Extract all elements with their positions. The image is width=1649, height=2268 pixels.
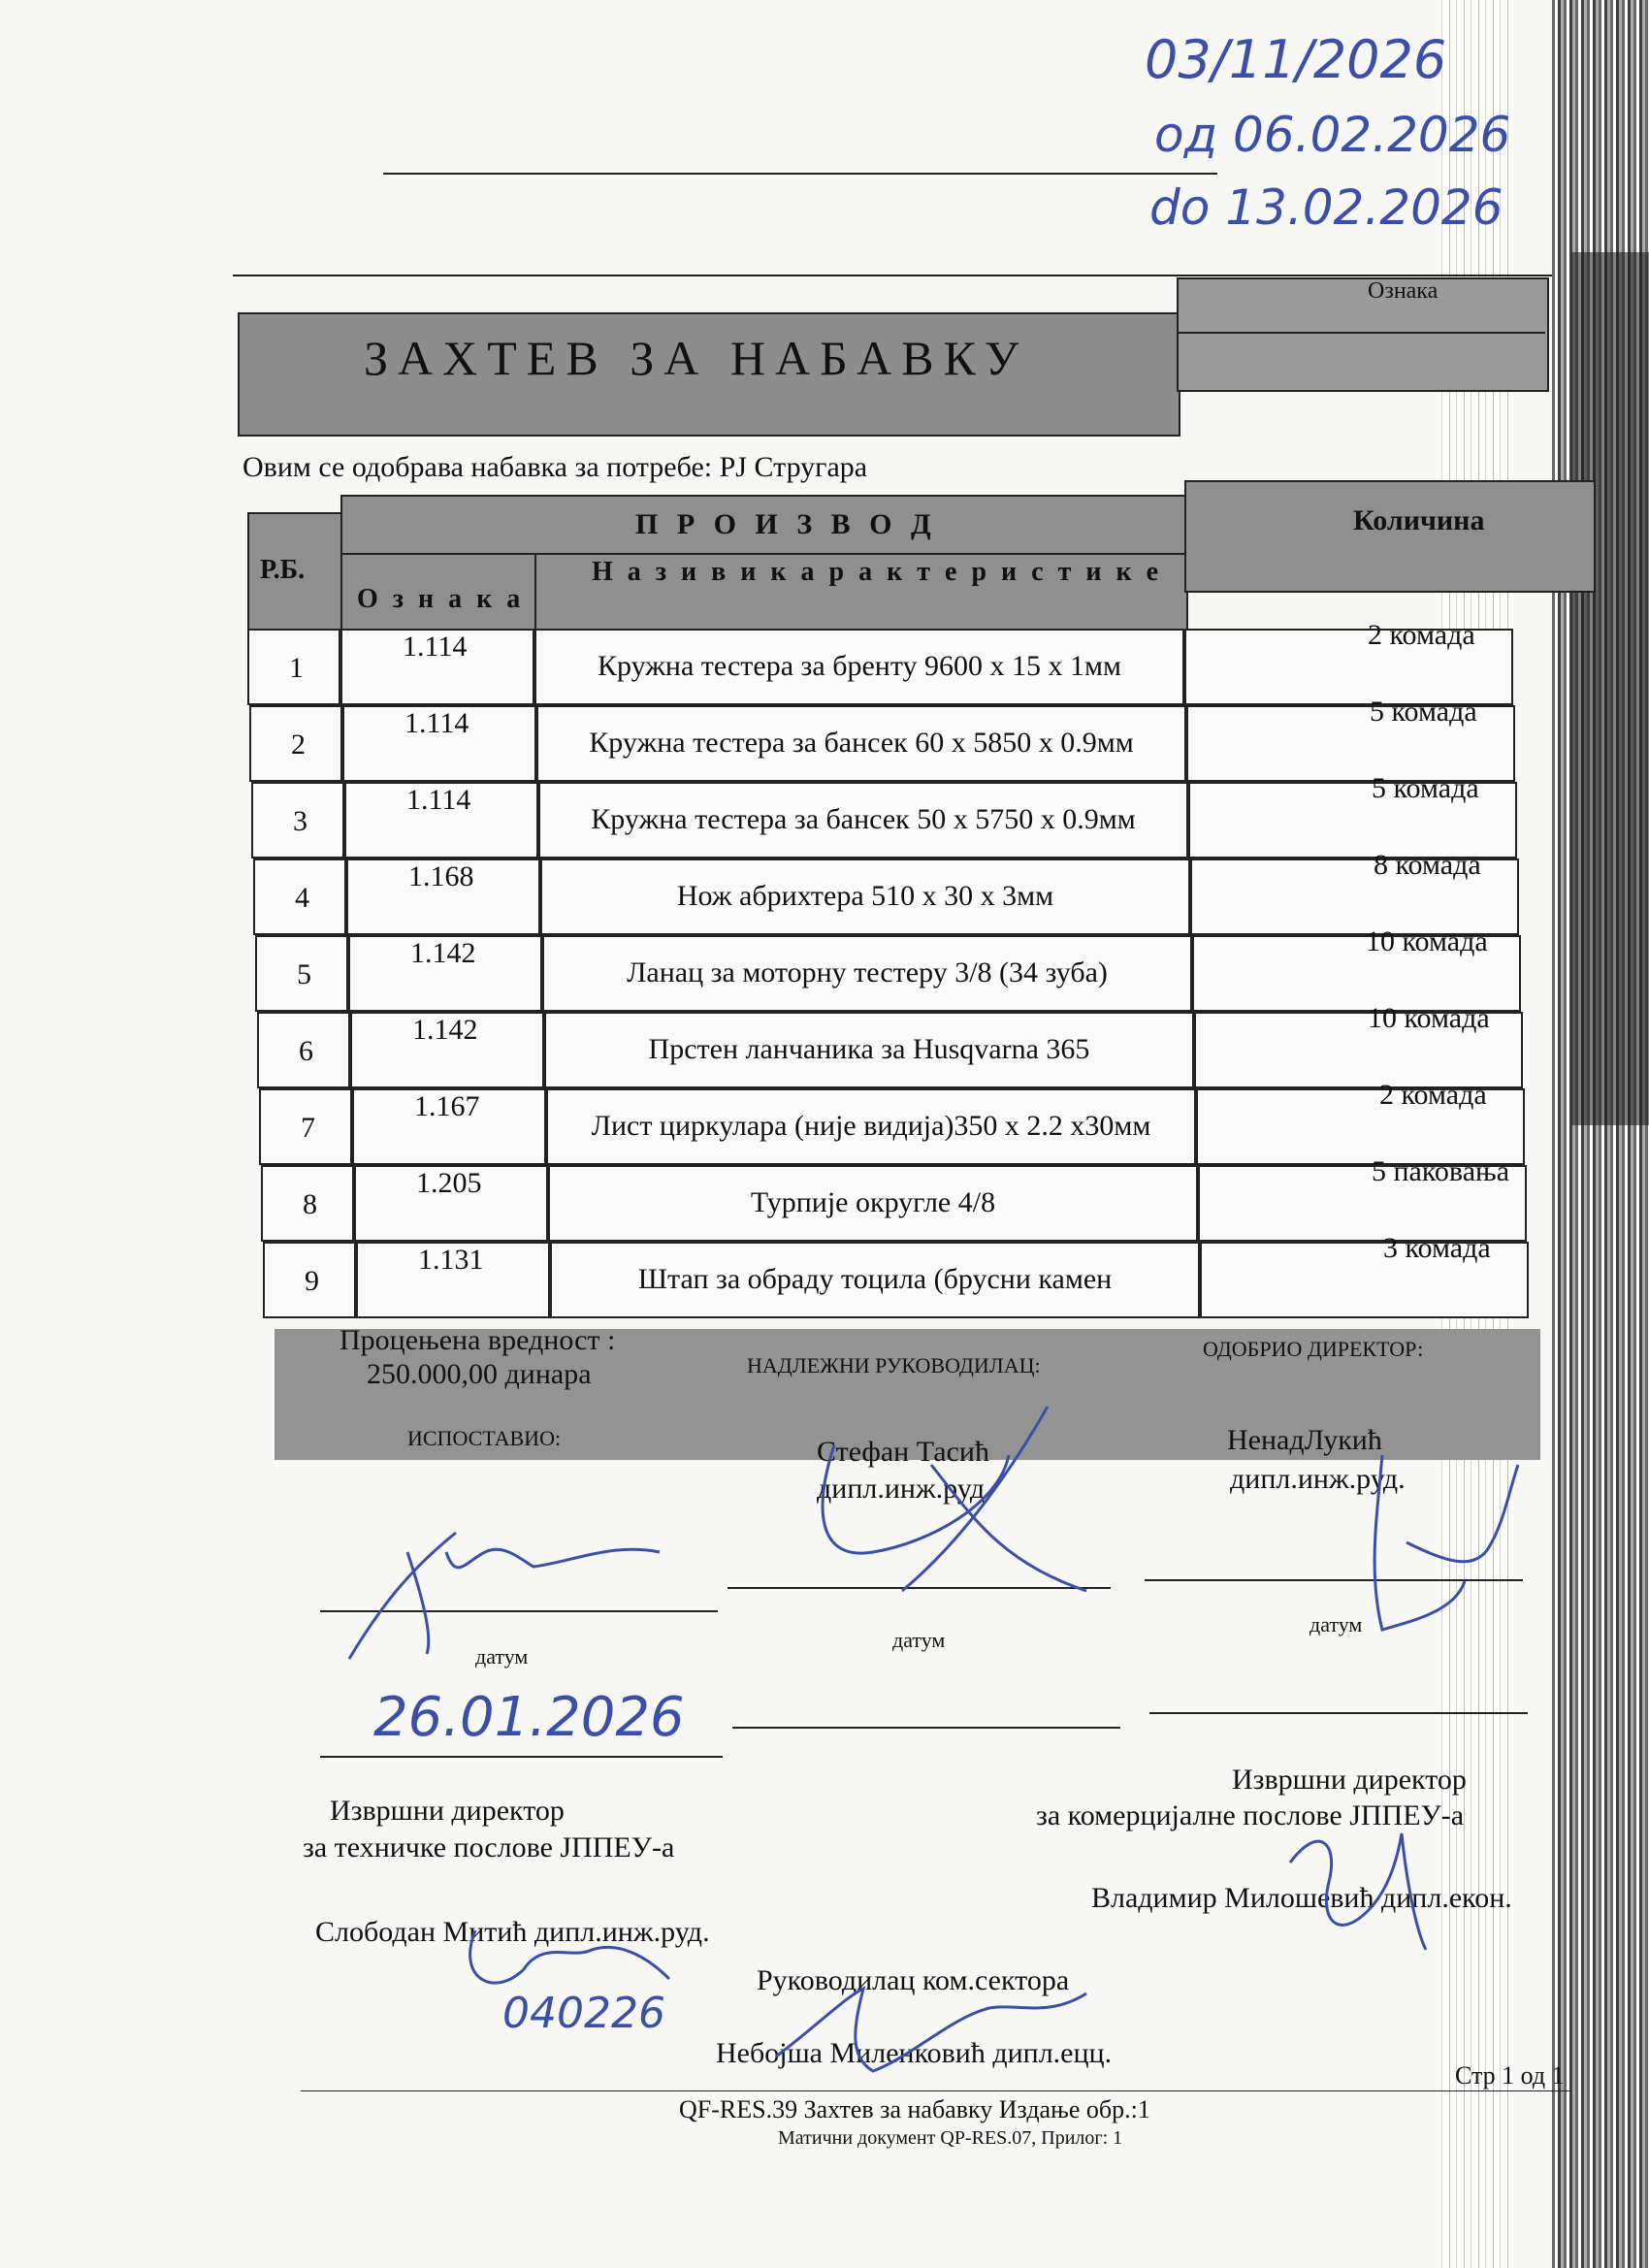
row-code: 1.114 [403,631,468,663]
row-quantity: 2 комада [1368,619,1475,651]
signature-sector [757,1979,1106,2086]
sector-name: Небојша Миленковић дипл.ецц. [716,2037,1113,2069]
row-number: 7 [301,1112,315,1144]
director-name: НенадЛукић [1227,1424,1382,1456]
header-product: П Р О И З В О Д [635,508,937,540]
document-title: ЗАХТЕВ ЗА НАБАВКУ [364,331,1029,385]
row-name: Штап за обраду тоцила (брусни камен [637,1263,1113,1295]
estimate-value: 250.000,00 динара [367,1358,592,1390]
date-line-issued [320,1756,723,1758]
row-code: 1.205 [416,1167,482,1199]
handwritten-date-from: од 06.02.2026 [1154,107,1511,163]
director-title: дипл.инж.руд. [1230,1463,1406,1495]
row-code: 1.131 [418,1244,484,1276]
row-name: Кружна тестера за бансек 50 х 5750 х 0.9мм [591,803,1136,835]
handwritten-stamp-date: 040226 [502,1989,665,2038]
mark-box [1177,277,1549,392]
intro-text: Овим се одобрава набавка за потребе: PJ Стругара [242,451,868,483]
manager-title: дипл.инж.руд [817,1473,986,1505]
exec-com-title2: за комерцијалне послове ЈППЕУ-а [1036,1799,1465,1831]
row-name: Турпије округле 4/8 [750,1186,996,1218]
exec-tech-name: Слободан Митић дипл.инж.руд. [315,1916,710,1948]
exec-tech-title1: Извршни директор [330,1795,565,1827]
footer-rule [301,2090,1571,2091]
issued-label: ИСПОСТАВИО: [407,1426,562,1450]
date-label-manager: датум [892,1628,946,1652]
header-rule-top [383,173,1217,175]
row-number: 9 [305,1265,319,1297]
row-code: 1.114 [404,707,469,739]
signature-exec-tech [456,1901,679,2018]
signature-director [1339,1436,1533,1659]
handwritten-date-to: do 13.02.2026 [1149,179,1504,236]
row-code: 1.142 [410,937,476,969]
row-number: 1 [289,652,304,684]
row-number: 3 [293,805,307,837]
row-quantity: 2 комада [1379,1079,1487,1111]
header-rule [233,275,1552,276]
row-number: 6 [299,1035,313,1067]
date-line-manager [732,1727,1120,1729]
row-quantity: 8 комада [1374,849,1481,881]
row-name: Нож абрихтера 510 х 30 х 3мм [676,880,1054,912]
row-name: Лист циркулара (није видија)350 х 2.2 х30мм [591,1110,1151,1142]
signature-issued [340,1494,679,1669]
page-number: Стр 1 од 1 [1455,2061,1565,2090]
header-code: О з н а к а [357,584,525,614]
row-name: Кружна тестера за бренту 9600 х 15 х 1мм [597,650,1122,682]
date-label-director: датум [1310,1612,1363,1636]
date-line-director [1149,1712,1528,1714]
row-quantity: 5 комада [1372,772,1479,804]
row-name: Прстен ланчаника за Husqvarna 365 [648,1033,1090,1065]
mark-box-divider [1177,332,1545,334]
manager-name: Стефан Тасић [817,1436,989,1468]
manager-label: НАДЛЕЖНИ РУКОВОДИЛАЦ: [747,1353,1041,1377]
row-quantity: 10 комада [1366,925,1488,957]
row-name: Кружна тестера за бансек 60 х 5850 х 0.9мм [589,727,1134,759]
director-label: ОДОБРИО ДИРЕКТОР: [1203,1337,1424,1361]
row-quantity: 5 паковања [1372,1155,1510,1187]
signature-manager [776,1387,1125,1610]
row-code: 1.142 [412,1014,478,1046]
row-code: 1.167 [414,1090,480,1122]
estimate-label: Процењена вредност : [340,1324,616,1356]
row-name: Ланац за моторну тестеру 3/8 (34 зуба) [627,956,1108,988]
handwritten-sign-date: 26.01.2026 [373,1686,685,1749]
header-name: Н а з и в и к а р а к т е р и с т и к е [592,557,1163,587]
date-label-issued: датум [475,1644,529,1669]
handwritten-date-top: 03/11/2026 [1145,29,1447,90]
row-number: 5 [297,958,311,990]
exec-com-title1: Извршни директор [1232,1764,1467,1796]
row-quantity: 5 комада [1370,696,1477,728]
sector-title: Руководилац ком.сектора [757,1964,1070,1996]
row-quantity: 10 комада [1368,1002,1490,1034]
signature-exec-com [1280,1804,1455,1960]
row-number: 4 [295,882,309,914]
row-code: 1.168 [408,860,474,892]
row-number: 8 [303,1188,317,1220]
row-number: 2 [291,729,306,761]
header-rb: Р.Б. [260,555,306,585]
exec-tech-title2: за техничке послове ЈППЕУ-а [303,1831,675,1863]
scan-noise-shadow [1571,252,1649,1125]
exec-com-name: Владимир Милошевић дипл.екон. [1091,1882,1512,1914]
row-code: 1.114 [406,784,471,816]
mark-label: Ознака [1368,278,1439,304]
row-quantity: 3 комада [1383,1232,1491,1264]
doc-reference: Матични документ QP-RES.07, Прилог: 1 [778,2127,1123,2149]
header-qty: Количина [1353,504,1485,536]
doc-code: QF-RES.39 Захтев за набавку Издање обр.:1 [679,2095,1150,2123]
